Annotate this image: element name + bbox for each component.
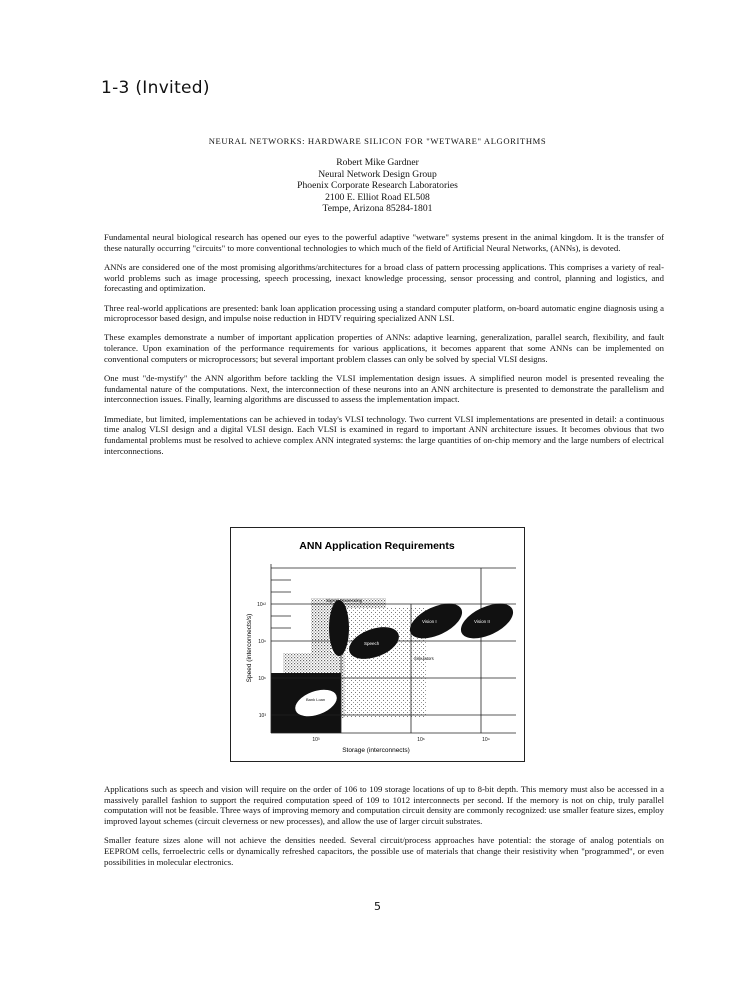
signal-processing-ellipse	[329, 600, 349, 656]
paragraph: Three real-world applications are presented: bank loan application processing using a standard computer platform, on-board automatic engine diagnosis using a microprocessor based design, and impulse noise reduction in HDTV requiring specialized ANN LSI.	[104, 302, 664, 324]
paragraph: Applications such as speech and vision will require on the order of 106 to 109 storage locations of up to 8-bit depth. This memory must also be accessed in a massively parallel fashion to support the required computation speed of 109 to 1012 interconnects per second. If the memory is not on chip, truly parallel computation will not be feasible. Three ways of improving memory and computation circuit density are commonly recognized: use smaller feature sizes, employ improved layout schemes (circuit cleverness or new processes), and allow the use of larger circuit substrates.	[104, 784, 664, 827]
x-tick-label: 10³	[312, 737, 320, 743]
chart-title: ANN Application Requirements	[299, 540, 455, 552]
y-tick-label: 10¹²	[257, 602, 266, 608]
page-number: 5	[374, 900, 381, 913]
y-tick-labels	[257, 602, 266, 719]
ellipse-label-speech: Speech	[364, 641, 380, 646]
chart-figure	[230, 527, 525, 762]
paragraph: One must "de-mystify" the ANN algorithm before tackling the VLSI implementation design issues. A simplified neuron model is presented revealing the fundamental nature of the computations. Next, the interconnection of these neurons into an ANN architecture is presented to demonstrate the parallelism and interconnection issues. Finally, learning algorithms are discussed to assess the implementation impact.	[104, 373, 664, 405]
author-name: Robert Mike Gardner	[336, 157, 419, 168]
body-text-bottom	[104, 784, 664, 876]
body-text-top	[104, 232, 664, 465]
ellipse-label-vision-i: Vision I	[422, 619, 437, 624]
paragraph: Fundamental neural biological research has opened our eyes to the powerful adaptive "wetware" systems present in the animal kingdom. It is the transfer of these naturally occurring "circuits" to more conventional technologies to which much of the field of Artificial Neural Networks, (ANNs), is devoted.	[104, 232, 664, 253]
author-group: Neural Network Design Group	[318, 168, 437, 180]
paragraph: Smaller feature sizes alone will not achieve the densities needed. Several circuit/process approaches have potential: the storage of analog potentials on EEPROM cells, ferroelectric cells or dynamically refreshed capacitors, the possible use of materials that change their resistivity when "programmed", or even possibilities in molecular electronics.	[104, 835, 664, 867]
y-tick-label: 10⁶	[258, 676, 266, 682]
author-city: Tempe, Arizona 85284-1801	[322, 203, 433, 215]
region-label-signal-processing: Signal Processing	[326, 598, 363, 603]
section-id: 1-3 (Invited)	[101, 78, 210, 98]
ellipse-label-bank-loan: Bank Loan	[306, 697, 326, 702]
y-tick-label: 10³	[258, 713, 266, 719]
chart-svg	[231, 528, 524, 761]
paragraph: These examples demonstrate a number of important application properties of ANNs: adaptive learning, generalization, parallel search, flexibility, and fault tolerance. Upon examination of the performance requirements for various applications, it becomes apparent that some ANNs can be implemented on conventional computers or microprocessors; but several important problem classes can only be solved by special VLSI designs.	[104, 332, 664, 364]
ellipse-label-vision-ii: Vision II	[474, 619, 490, 624]
x-tick-labels	[312, 737, 489, 743]
x-tick-label: 10⁶	[417, 737, 425, 743]
paper-title: NEURAL NETWORKS: HARDWARE SILICON FOR "WETWARE" ALGORITHMS	[208, 136, 547, 146]
y-axis-label: Speed (interconnects/s)	[246, 613, 253, 683]
y-tick-label: 10⁹	[258, 639, 266, 645]
x-axis-label: Storage (interconnects)	[342, 747, 410, 754]
paragraph: Immediate, but limited, implementations can be achieved in today's VLSI technology. Two current VLSI implementations are presented in detail: a continuous time analog VLSI design and a digital VLSI design. Each VLSI is examined in regard to important ANN architecture issues. It becomes obvious that two fundamental problems must be resolved to achieve complex ANN integrated systems: the large quantities of on-chip memory and the large numbers of electrical interconnections.	[104, 413, 664, 456]
paragraph: ANNs are considered one of the most promising algorithms/architectures for a broad class of pattern processing applications. This comprises a variety of real-world problems such as image processing, speech processing, inexact knowledge processing, sensor processing and control, planning and logistics, and forecasting and optimization.	[104, 261, 664, 294]
region-label-simulators: Simulators	[414, 656, 434, 661]
author-address: 2100 E. Elliot Road EL508	[325, 191, 430, 203]
author-lab: Phoenix Corporate Research Laboratories	[297, 180, 458, 192]
x-tick-label: 10⁹	[482, 737, 490, 743]
author-block	[0, 157, 755, 215]
